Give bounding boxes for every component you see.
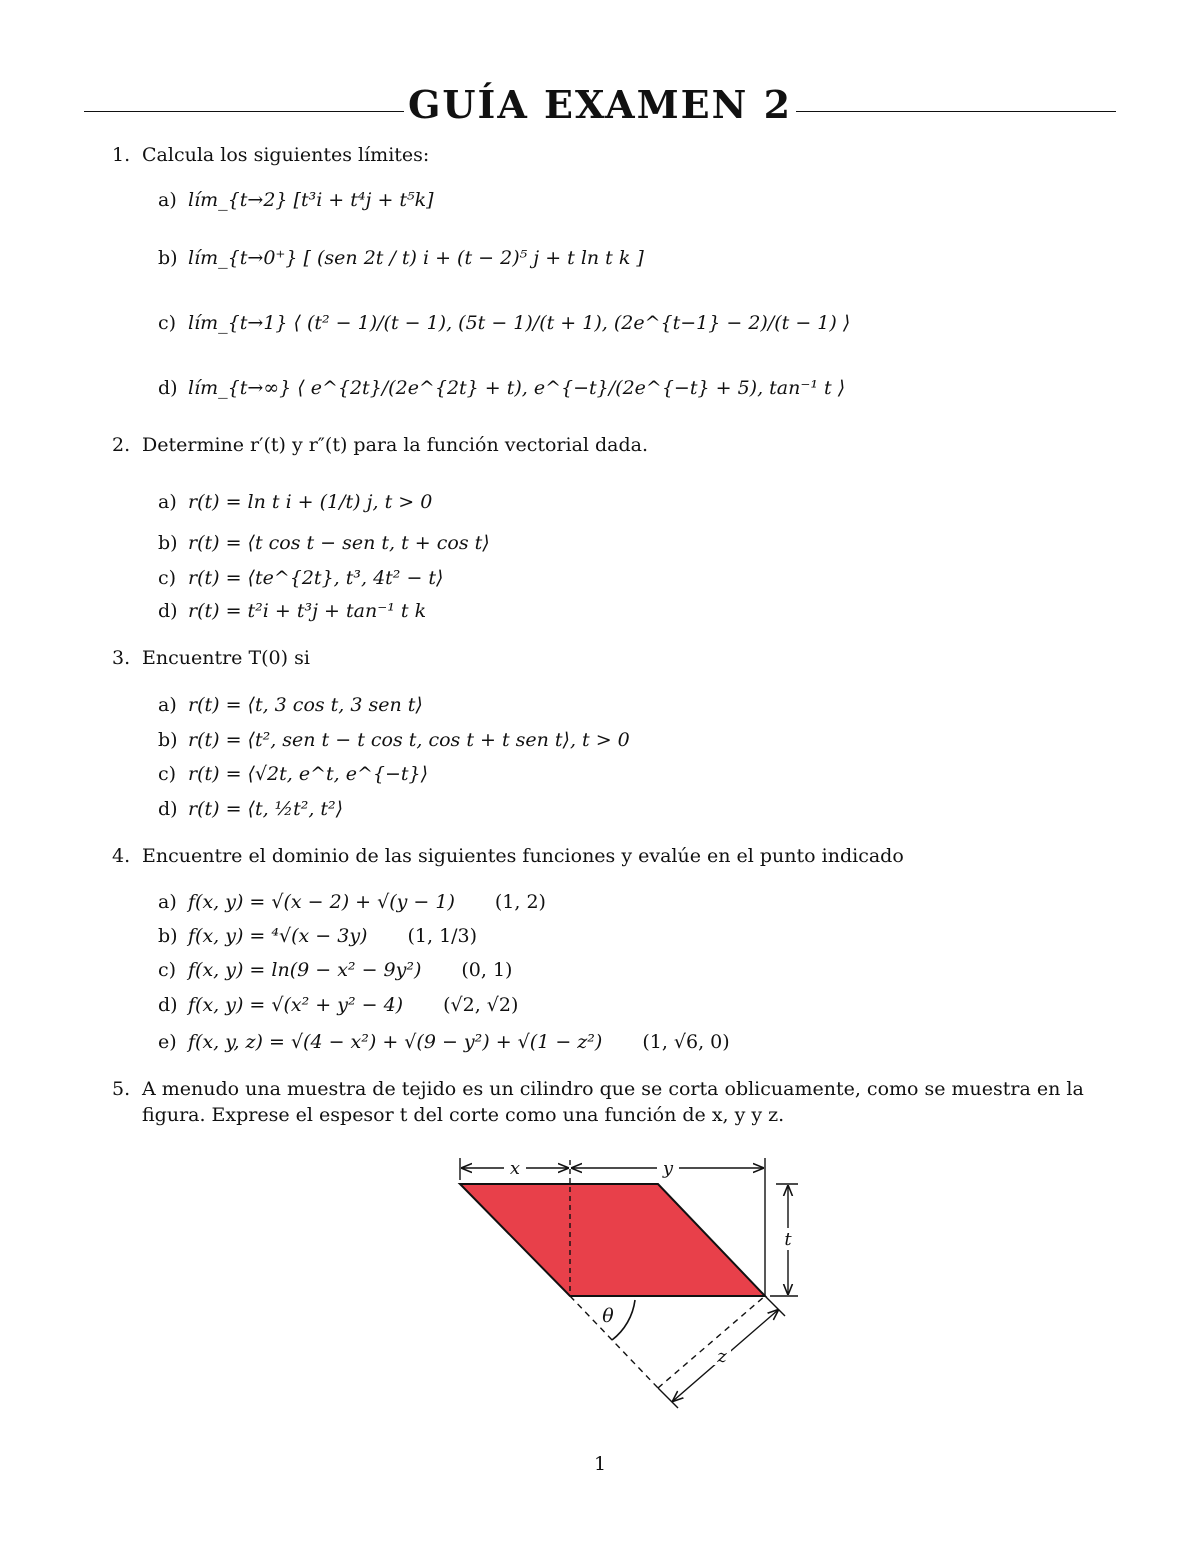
item-point: (√2, √2) [443,994,519,1016]
item-label: a) [158,491,177,513]
item-label: c) [158,567,177,589]
question-text: Determine r′(t) y r″(t) para la función vectorial dada. [142,434,649,456]
item-expression: r(t) = ⟨t cos t − sen t, t + cos t⟩ [188,532,490,554]
item-expression: r(t) = ln t i + (1/t) j, t > 0 [188,491,433,513]
item-expression: lím_{t→2} [t³i + t⁴j + t⁵k] [188,189,434,211]
item-expression: r(t) = ⟨t, 3 cos t, 3 sen t⟩ [188,694,423,716]
x-label: x [509,1158,521,1179]
question-number: 4. [112,845,131,867]
item-expression: lím_{t→0⁺} [ (sen 2t / t) i + (t − 2)⁵ j + t ln t k ] [188,247,644,269]
item-label: b) [158,247,178,269]
question-text: A menudo una muestra de tejido es un cilindro que se corta oblicuamente, como se muestra en la figura. Exprese el espesor t del corte como una función de x, y y z. [142,1078,1084,1126]
q4-item-e [158,1029,730,1055]
y-label: y [662,1158,674,1179]
item-expression: r(t) = ⟨te^{2t}, t³, 4t² − t⟩ [188,567,444,589]
page-title [0,82,1200,128]
item-expression: lím_{t→∞} ⟨ e^{2t}/(2e^{2t} + t), e^{−t}/(2e^{−t} + 5), tan⁻¹ t ⟩ [188,377,846,399]
question-number: 2. [112,434,131,456]
q3-item-d [158,796,343,822]
item-expression: lím_{t→1} ⟨ (t² − 1)/(t − 1), (5t − 1)/(t + 1), (2e^{t−1} − 2)/(t − 1) ⟩ [188,312,851,334]
q1-item-d [158,375,845,401]
q1-item-c [158,310,850,336]
z-label: z [717,1346,727,1367]
item-expression: f(x, y, z) = √(4 − x²) + √(9 − y²) + √(1 − z²) [188,1031,603,1053]
question-text: Calcula los siguientes límites: [142,144,430,166]
theta-label: θ [602,1305,614,1327]
item-label: d) [158,994,178,1016]
item-label: c) [158,959,177,981]
item-label: b) [158,729,178,751]
question-number: 5. [112,1078,131,1100]
item-expression: f(x, y) = ⁴√(x − 3y) [188,925,368,947]
tissue-slice-figure [440,1150,800,1415]
q2-item-b [158,530,490,556]
item-label: b) [158,925,178,947]
item-label: a) [158,891,177,913]
q2-item-c [158,565,443,591]
question-number: 3. [112,647,131,669]
item-expression: r(t) = ⟨t, ½t², t²⟩ [188,798,344,820]
question-number: 1. [112,144,131,166]
item-label: d) [158,377,178,399]
slice-parallelogram [460,1184,765,1296]
item-expression: f(x, y) = √(x² + y² − 4) [188,994,404,1016]
question-text: Encuentre T(0) si [142,647,310,669]
q4-item-b [158,923,477,949]
question-4 [112,843,904,869]
item-point: (0, 1) [461,959,513,981]
z-tick-bottom [658,1388,678,1408]
page-number: 1 [593,1453,607,1475]
q2-item-a [158,489,432,515]
dashed-left-line [570,1296,658,1388]
theta-arc [612,1300,635,1340]
item-label: c) [158,763,177,785]
q1-item-b [158,245,644,271]
item-expression: r(t) = t²i + t³j + tan⁻¹ t k [188,600,427,622]
q3-item-c [158,761,428,787]
t-label: t [784,1229,792,1250]
item-expression: f(x, y) = √(x − 2) + √(y − 1) [188,891,455,913]
item-label: a) [158,694,177,716]
page-title-text: GUÍA EXAMEN 2 [404,82,796,127]
q4-item-a [158,889,546,915]
q1-item-a [158,187,434,213]
item-point: (1, 1/3) [407,925,478,947]
item-expression: f(x, y) = ln(9 − x² − 9y²) [188,959,422,981]
item-label: e) [158,1031,177,1053]
item-label: b) [158,532,178,554]
question-3 [112,645,310,671]
q4-item-d [158,992,518,1018]
q2-item-d [158,598,426,624]
q3-item-b [158,727,630,753]
item-label: a) [158,189,177,211]
item-expression: r(t) = ⟨t², sen t − t cos t, cos t + t sen t⟩, t > 0 [188,729,630,751]
item-label: d) [158,600,178,622]
item-point: (1, 2) [494,891,546,913]
q4-item-c [158,957,512,983]
dashed-bottom-line [658,1296,765,1388]
question-5 [112,1076,1117,1128]
question-1 [112,142,429,168]
item-expression: r(t) = ⟨√2t, e^t, e^{−t}⟩ [188,763,429,785]
question-2 [112,432,648,458]
item-label: c) [158,312,177,334]
item-point: (1, √6, 0) [642,1031,730,1053]
item-label: d) [158,798,178,820]
q3-item-a [158,692,423,718]
question-text: Encuentre el dominio de las siguientes funciones y evalúe en el punto indicado [142,845,904,867]
